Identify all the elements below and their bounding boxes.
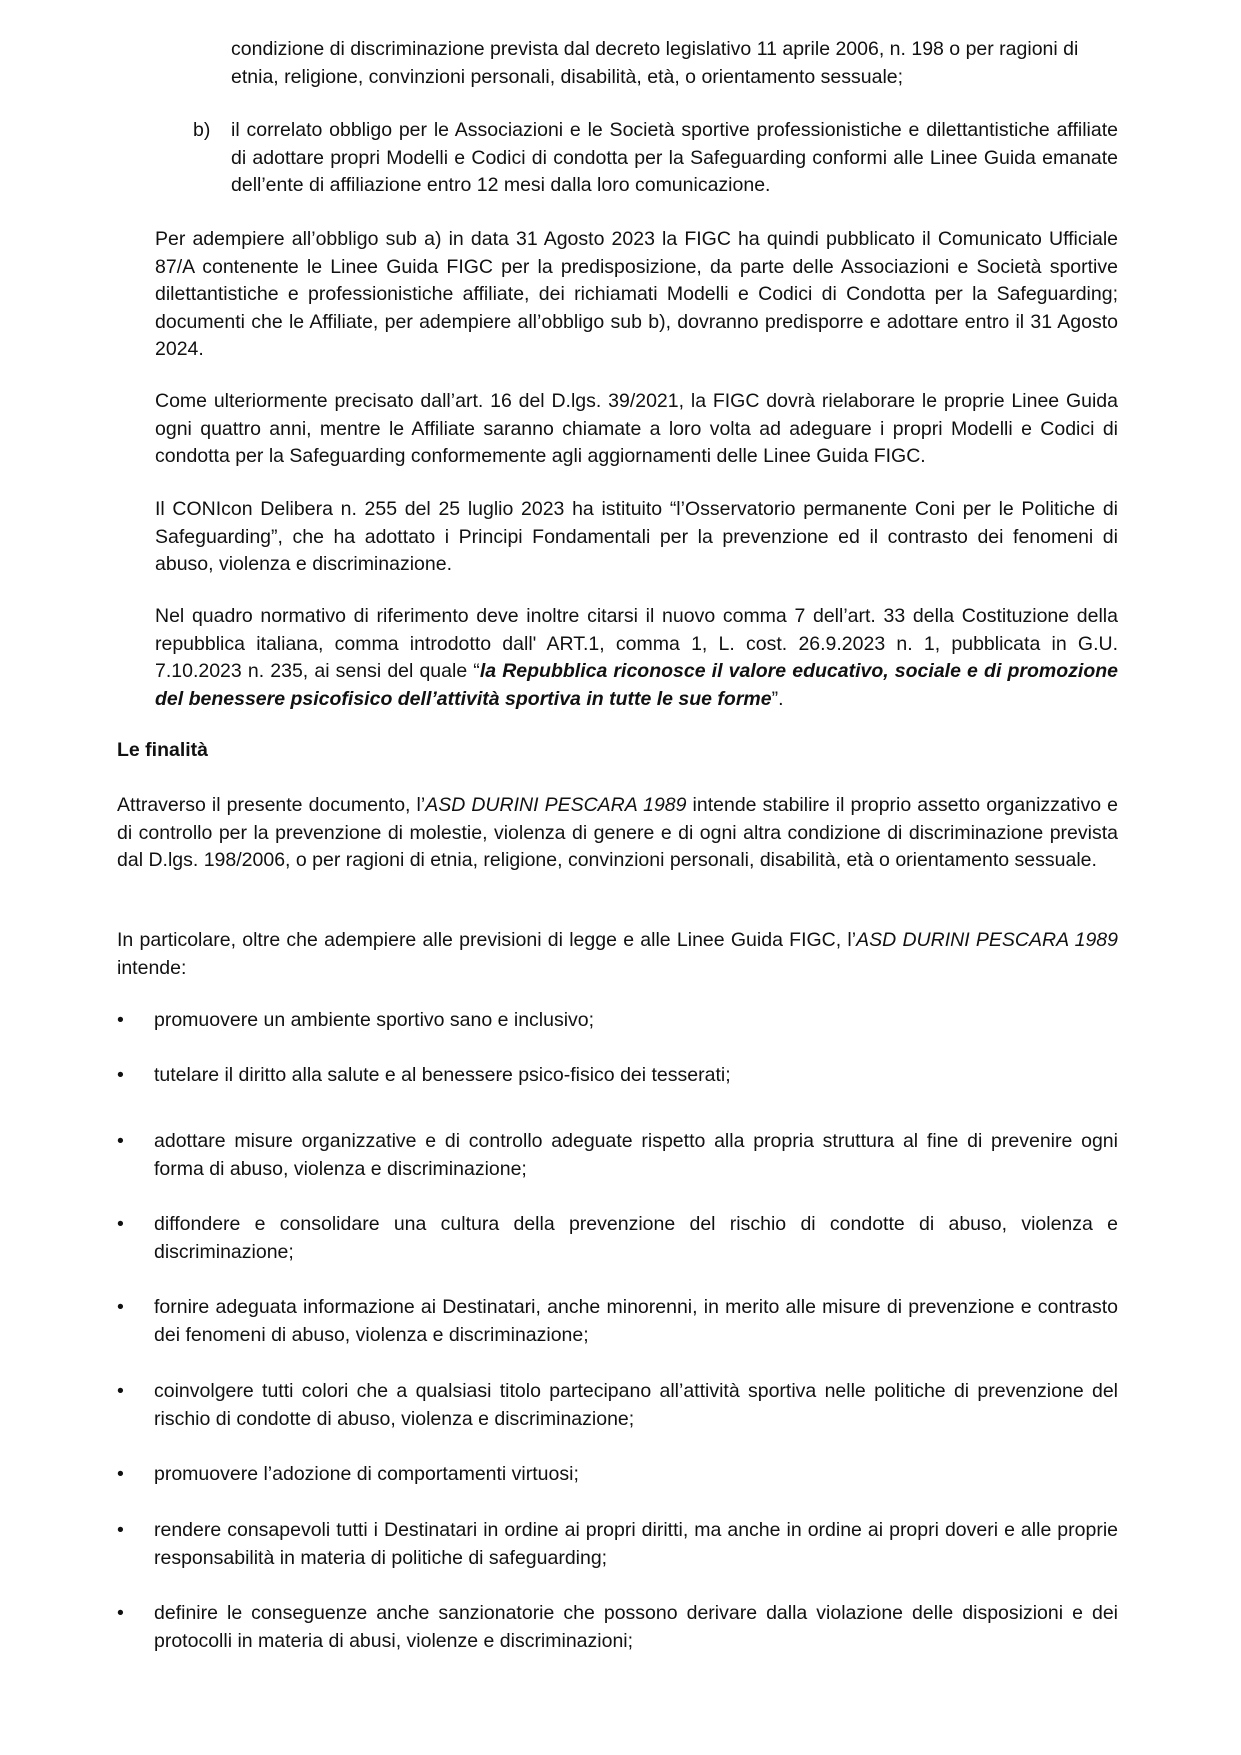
bullet-item [117, 1007, 1118, 1035]
paragraph-finalita-intro [117, 792, 1118, 875]
constitution-tail: ”. [771, 687, 784, 710]
bullet-icon: • [117, 1130, 124, 1152]
bullet-text: adottare misure organizzative e di controllo adeguate rispetto alla propria struttura al fine di prevenire ogni forma di abuso, violenza e discriminazione; [154, 1130, 1118, 1180]
list-marker: b) [193, 119, 211, 141]
paragraph-costituzione [155, 603, 1118, 713]
bullet-text: promuovere l’adozione di comportamenti virtuosi; [154, 1463, 579, 1485]
paragraph-in-particolare [117, 927, 1118, 982]
bullet-item [117, 1517, 1118, 1572]
constitution-lead: Nel quadro normativo di riferimento deve inoltre citarsi il nuovo comma 7 dell’art. 33 della Costituzione della repubblica italiana, comma introdotto dall' ART.1, comma 1, L. cost. 26.9.2023 n. 1, pubblicata in G.U. 7.10.2023 n. 235, ai sensi del quale “ [155, 605, 1118, 682]
bullet-item [117, 1128, 1118, 1183]
bullet-text: diffondere e consolidare una cultura della prevenzione del rischio di condotte di abuso, violenza e discriminazione; [154, 1213, 1118, 1263]
list-item-b [193, 117, 1118, 200]
bullet-icon: • [117, 1463, 124, 1485]
bullet-icon: • [117, 1009, 124, 1031]
list-item-a-continuation: condizione di discriminazione prevista dal decreto legislativo 11 aprile 2006, n. 198 o per ragioni di etnia, religione, convinzioni personali, disabilità, età, o orientamento sessuale; [231, 38, 1079, 88]
bullet-text: rendere consapevoli tutti i Destinatari in ordine ai propri diritti, ma anche in ordine ai propri doveri e alle proprie responsabilità in materia di politiche di safeguarding; [154, 1519, 1118, 1569]
organization-name: ASD DURINI PESCARA 1989 [425, 794, 687, 816]
particolare-before: In particolare, oltre che adempiere alle previsioni di legge e alle Linee Guida FIGC, l’ [117, 929, 857, 951]
section-heading: Le finalità [117, 739, 209, 761]
bullet-text: promuovere un ambiente sportivo sano e inclusivo; [154, 1009, 595, 1031]
bullet-text: fornire adeguata informazione ai Destinatari, anche minorenni, in merito alle misure di prevenzione e contrasto dei fenomeni di abuso, violenza e discriminazione; [154, 1296, 1118, 1346]
bullet-icon: • [117, 1380, 124, 1402]
bullet-item [117, 1600, 1118, 1655]
bullet-icon: • [117, 1064, 124, 1086]
bullet-item [117, 1461, 1118, 1489]
bullet-text: tutelare il diritto alla salute e al benessere psico-fisico dei tesserati; [154, 1064, 731, 1086]
bullet-item [117, 1062, 1118, 1090]
bullet-item [117, 1378, 1118, 1433]
bullet-text: coinvolgere tutti colori che a qualsiasi titolo partecipano all’attività sportiva nelle politiche di prevenzione del rischio di condotte di abuso, violenza e discriminazione; [154, 1380, 1118, 1430]
bullet-item [117, 1294, 1118, 1349]
bullet-item [117, 1211, 1118, 1266]
bullet-text: definire le conseguenze anche sanzionatorie che possono derivare dalla violazione delle disposizioni e dei protocolli in materia di abusi, violenze e discriminazioni; [154, 1602, 1118, 1652]
intro-after: intende stabilire il proprio assetto organizzativo e di controllo per la prevenzione di molestie, violenza di genere e di ogni altra condizione di discriminazione prevista dal D.lgs. 198/2006, o per ragioni di etnia, religione, convinzioni personali, disabilità, età o orientamento sessuale. [117, 794, 1118, 871]
list-item-text: il correlato obbligo per le Associazioni e le Società sportive professionistiche e dilettantistiche affiliate di adottare propri Modelli e Codici di condotta per la Safeguarding conformi alle Linee Guida emanate dell’ente di affiliazione entro 12 mesi dalla loro comunicazione. [231, 119, 1118, 196]
organization-name: ASD DURINI PESCARA 1989 [856, 929, 1119, 951]
bullet-icon: • [117, 1296, 124, 1318]
bullet-icon: • [117, 1602, 124, 1624]
paragraph-coni-delibera: Il CONIcon Delibera n. 255 del 25 luglio 2023 ha istituito “l’Osservatorio permanente Coni per le Politiche di Safeguarding”, che ha adottato i Principi Fondamentali per la prevenzione ed il contrasto dei fenomeni di abuso, violenza e discriminazione. [155, 498, 1118, 575]
bullet-icon: • [117, 1519, 124, 1541]
constitution-quote: la Repubblica riconosce il valore educativo, sociale e di promozione del benessere psicofisico dell’attività sportiva in tutte le sue forme [155, 660, 1118, 710]
bullet-icon: • [117, 1213, 124, 1235]
particolare-after: intende: [117, 956, 187, 979]
paragraph-figc-comunicato: Per adempiere all’obbligo sub a) in data 31 Agosto 2023 la FIGC ha quindi pubblicato il Comunicato Ufficiale 87/A contenente le Linee Guida FIGC per la predisposizione, da parte delle Associazioni e Società sportive dilettantistiche e professionistiche affiliate, dei richiamati Modelli e Codici di Condotta per la Safeguarding; documenti che le Affiliate, per adempiere all’obbligo sub b), dovranno predisporre e adottare entro il 31 Agosto 2024. [155, 228, 1118, 360]
paragraph-linee-guida-update: Come ulteriormente precisato dall’art. 16 del D.lgs. 39/2021, la FIGC dovrà rielaborare le proprie Linee Guida ogni quattro anni, mentre le Affiliate saranno chiamate a loro volta ad adeguare i propri Modelli e Codici di condotta per la Safeguarding conformemente agli aggiornamenti delle Linee Guida FIGC. [155, 390, 1118, 467]
intro-before: Attraverso il presente documento, l’ [117, 794, 426, 816]
